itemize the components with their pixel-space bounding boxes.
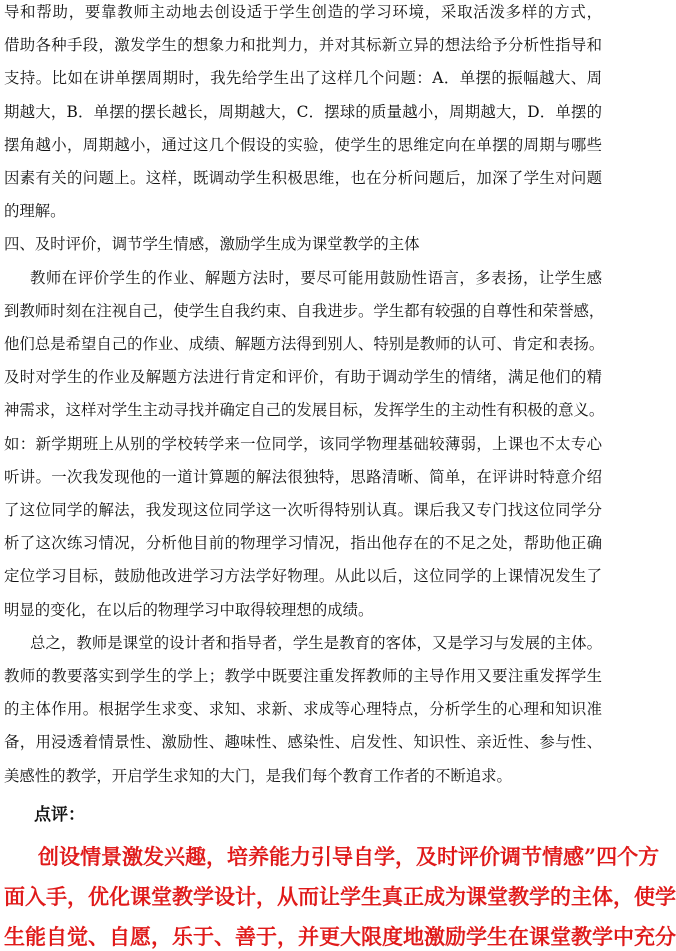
text-line: 如：新学期班上从别的学校转学来一位同学，该同学物理基础较薄弱，上课也不太专心 xyxy=(4,434,602,453)
text-line: 析了这次练习情况，分析他目前的物理学习情况，指出他存在的不足之处，帮助他正确 xyxy=(4,534,602,553)
text-line: 教师的教要落实到学生的学上；教学中既要注重发挥教师的主导作用又要注重发挥学生 xyxy=(4,667,602,685)
text-line: 支持。比如在讲单摆周期时，我先给学生出了这样几个问题：A．单摆的振幅越大、周 xyxy=(4,69,602,88)
text-line: 的主体作用。根据学生求变、求知、求新、求成等心理特点，分析学生的心理和知识准 xyxy=(4,700,602,719)
review-line: 面入手，优化课堂教学设计，从而让学生真正成为课堂教学的主体，使学 xyxy=(4,883,676,909)
text-line: 总之，教师是课堂的设计者和指导者，学生是教育的客体，又是学习与发展的主体。 xyxy=(30,633,602,652)
text-line: 借助各种手段，激发学生的想象力和批判力，并对其标新立异的想法给予分析性指导和 xyxy=(4,36,602,55)
text-line: 教师在评价学生的作业、解题方法时，要尽可能用鼓励性语言，多表扬，让学生感 xyxy=(30,268,602,287)
review-line: 创设情景激发兴趣，培养能力引导自学，及时评价调节情感”四个方 xyxy=(38,843,660,869)
text-line: 听讲。一次我发现他的一道计算题的解法很独特，思路清晰、简单，在评讲时特意介绍 xyxy=(4,467,602,486)
text-line: 神需求，这样对学生主动寻找并确定自己的发展目标，发挥学生的主动性有积极的意义。 xyxy=(4,401,605,420)
text-line: 到教师时刻在注视自己，使学生自我约束、自我进步。学生都有较强的自尊性和荣誉感， xyxy=(4,301,605,320)
text-line: 了这位同学的解法，我发现这位同学这一次听得特别认真。课后我又专门找这位同学分 xyxy=(4,501,602,519)
text-line: 因素有关的问题上。这样，既调动学生积极思维，也在分析问题后，加深了学生对问题 xyxy=(4,169,602,187)
review-label: 点评： xyxy=(34,804,85,825)
text-line: 他们总是希望自己的作业、成绩、解题方法得到别人、特别是教师的认可、肯定和表扬。 xyxy=(4,335,605,353)
text-line: 美感性的教学，开启学生求知的大门，是我们每个教育工作者的不断追求。 xyxy=(4,766,512,785)
text-line: 定位学习目标，鼓励他改进学习方法学好物理。从此以后，这位同学的上课情况发生了 xyxy=(4,567,602,586)
text-line: 明显的变化，在以后的物理学习中取得较理想的成绩。 xyxy=(4,600,374,619)
review-line: 生能自觉、自愿，乐于、善于，并更大限度地激励学生在课堂教学中充分 xyxy=(4,923,676,949)
text-line: 导和帮助，要靠教师主动地去创设适于学生创造的学习环境，采取活泼多样的方式， xyxy=(4,3,602,21)
text-line: 的理解。 xyxy=(4,202,66,221)
text-line: 摆角越小，周期越小，通过这几个假设的实验，使学生的思维定向在单摆的周期与哪些 xyxy=(4,135,602,154)
text-line: 及时对学生的作业及解题方法进行肯定和评价，有助于调动学生的情绪，满足他们的精 xyxy=(4,368,602,387)
section-heading: 四、及时评价，调节学生情感，激励学生成为课堂教学的主体 xyxy=(4,235,420,254)
text-line: 期越大，B．单摆的摆长越长，周期越大，C．摆球的质量越小，周期越大，D．单摆的 xyxy=(4,102,602,121)
text-line: 备，用浸透着情景性、激励性、趣味性、感染性、启发性、知识性、亲近性、参与性、 xyxy=(4,733,602,752)
